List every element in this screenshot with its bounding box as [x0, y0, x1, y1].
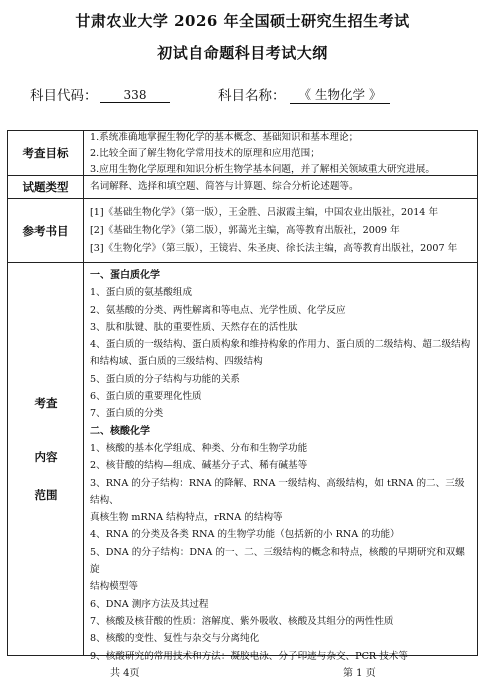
scope-label-1: 考查 — [34, 396, 58, 410]
objective-line: 2.比较全面了解生物化学常用技术的原理和应用范围； — [90, 148, 320, 159]
references-row — [8, 199, 477, 263]
list-item: 5、DNA 的分子结构：DNA 的一、二、三级结构的概念和特点，核酸的早期研究和双螺旋 — [90, 546, 465, 576]
objective-line: 1.系统准确地掌握生物化学的基本概念、基础知识和基本理论； — [90, 132, 359, 143]
list-item: 2、核苷酸的结构—组成、碱基分子式、稀有碱基等 — [90, 460, 308, 472]
list-item: 7、蛋白质的分类 — [90, 408, 164, 420]
question-types-row — [8, 176, 477, 199]
list-item: 6、DNA 测序方法及其过程 — [90, 598, 209, 610]
list-item: 结构模型等 — [90, 581, 138, 593]
question-types-content: 名词解释、选择和填空题、简答与计算题、综合分析论述题等。 — [90, 181, 359, 192]
list-item: 7、核酸及核苷酸的性质：溶解度、紫外吸收、核酸及其组分的两性性质 — [90, 615, 394, 627]
footer-total-pages: 共 4页 — [110, 668, 140, 679]
syllabus-table — [7, 130, 478, 662]
reference-item: [2]《基础生物化学》（第二版），郭蔼光主编，高等教育出版社，2009 年 — [90, 225, 400, 236]
subject-code-value: 338 — [100, 88, 170, 103]
list-item: 1、核酸的基本化学组成、种类、分布和生物学功能 — [90, 442, 308, 454]
reference-item: [1]《基础生物化学》（第一版），王金胜、吕淑霞主编，中国农业出版社，2014 年 — [90, 207, 439, 218]
list-item: 3、RNA 的分子结构：RNA 的降解、RNA 一级结构、高级结构，如 tRNA 的二、三级结构、 — [90, 477, 465, 506]
subject-name-label: 科目名称： — [218, 88, 286, 104]
list-item: 6、蛋白质的重要理化性质 — [90, 391, 202, 403]
section-heading-nucleic-acid: 二、核酸化学 — [90, 425, 150, 437]
subject-name-value: 《 生物化学 》 — [290, 85, 390, 104]
list-item: 4、蛋白质的一级结构、蛋白质构象和维持构象的作用力、蛋白质的二级结构、超二级结构 — [90, 339, 471, 351]
list-item: 2、氨基酸的分类、两性解离和等电点、光学性质、化学反应 — [90, 304, 346, 316]
objective-line: 3.应用生物化学原理和知识分析生物学基本问题，并了解相关领域重大研究进展。 — [90, 164, 435, 175]
list-item: 和结构域、蛋白质的三级结构、四级结构 — [90, 356, 263, 368]
references-content — [90, 204, 472, 258]
objectives-label: 考查目标 — [8, 131, 84, 175]
scope-label-3: 范围 — [34, 488, 58, 502]
document-title: 甘肃农业大学 2026 年全国硕士研究生招生考试 — [75, 12, 410, 30]
references-label: 参考书目 — [8, 199, 84, 262]
list-item: 4、RNA 的分类及各类 RNA 的生物学功能（包括新的小 RNA 的功能） — [90, 529, 400, 541]
objectives-row — [8, 131, 477, 176]
scope-label-2: 内容 — [34, 450, 58, 464]
scope-content — [90, 267, 472, 665]
document-subtitle: 初试自命题科目考试大纲 — [157, 44, 328, 62]
list-item: 3、肽和肽键、肽的重要性质、天然存在的活性肽 — [90, 321, 298, 333]
question-types-label: 试题类型 — [8, 176, 84, 198]
section-heading-protein: 一、蛋白质化学 — [90, 270, 160, 281]
list-item: 真核生物 mRNA 结构特点，rRNA 的结构等 — [90, 512, 283, 524]
reference-item: [3]《生物化学》（第三版），王镜岩、朱圣庚、徐长法主编，高等教育出版社，2007 年 — [90, 243, 458, 254]
list-item: 5、蛋白质的分子结构与功能的关系 — [90, 373, 241, 385]
list-item: 9、核酸研究的常用技术和方法：凝胶电泳、分子印迹与杂交、PCR 技术等 — [90, 650, 408, 662]
list-item: 8、核酸的变性、复性与杂交与分离纯化 — [90, 633, 260, 645]
footer-page-number: 第 1 页 — [343, 668, 376, 679]
scope-label-cell — [8, 263, 84, 655]
objectives-content — [90, 130, 472, 178]
list-item: 1、蛋白质的氨基酸组成 — [90, 287, 193, 299]
subject-code-label: 科目代码： — [30, 88, 98, 104]
scope-row — [8, 263, 477, 662]
